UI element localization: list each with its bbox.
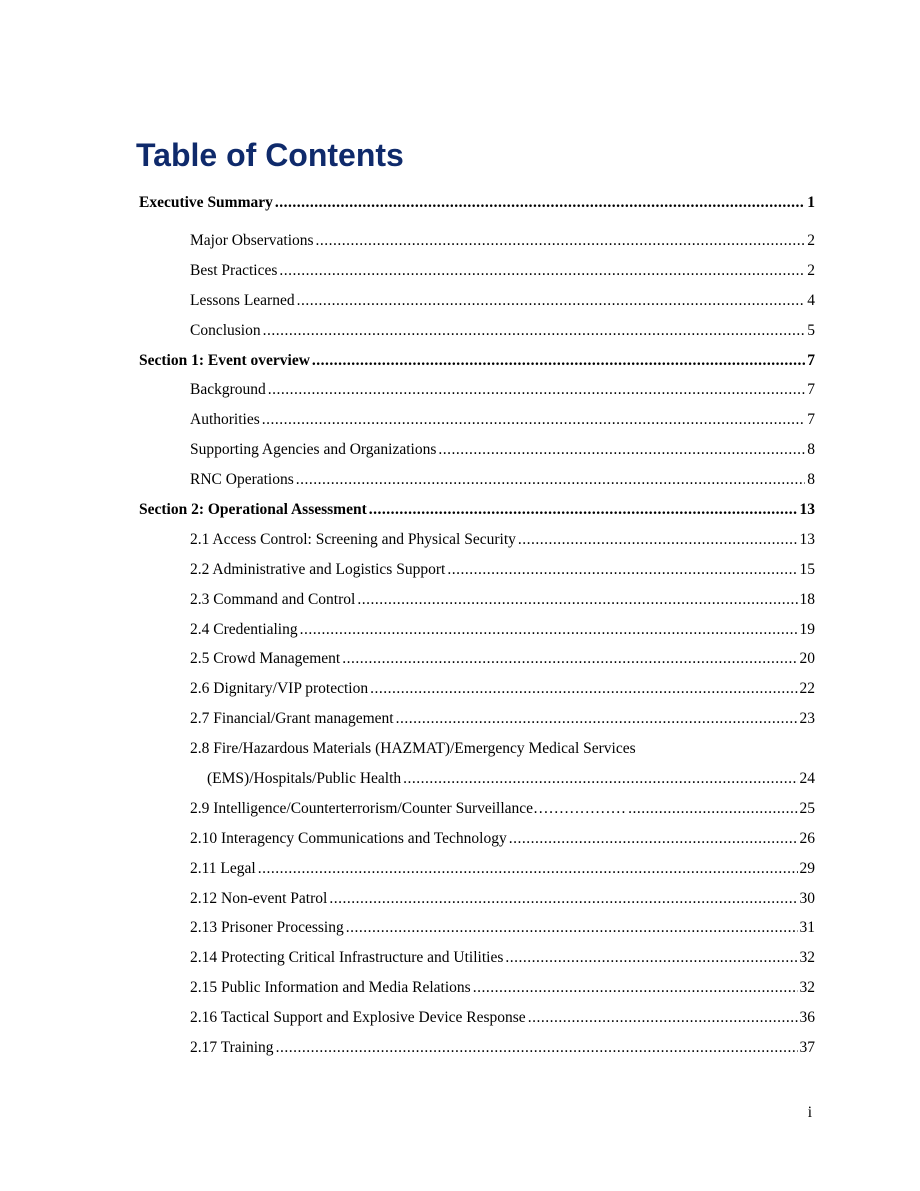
toc-entry-page: 15: [799, 560, 815, 578]
toc-entry-2-15[interactable]: [139, 973, 815, 1003]
toc-entry-label: Conclusion: [190, 321, 261, 339]
dot-leader: [316, 226, 806, 256]
dot-leader: [473, 973, 798, 1003]
table-of-contents: [139, 188, 815, 1063]
dot-leader: [638, 734, 813, 764]
toc-entry-label: 2.6 Dignitary/VIP protection: [190, 680, 369, 698]
dot-leader: [262, 405, 806, 435]
toc-entry-label: 2.11 Legal: [190, 859, 256, 877]
dot-leader: [342, 644, 797, 674]
toc-entry-conclusion[interactable]: [139, 316, 815, 346]
toc-entry-label: 2.2 Administrative and Logistics Support: [190, 560, 446, 578]
dot-leader: [312, 346, 805, 376]
toc-entry-page: 13: [799, 501, 815, 519]
toc-entry-label: 2.17 Training: [190, 1039, 274, 1057]
toc-entry-label: 2.12 Non-event Patrol: [190, 889, 328, 907]
dot-leader: [268, 375, 805, 405]
toc-entry-page: 2: [807, 232, 815, 249]
toc-entry-label: 2.15 Public Information and Media Relations: [190, 979, 471, 997]
page-title: Table of Contents: [136, 137, 404, 173]
toc-entry-label: (EMS)/Hospitals/Public Health: [207, 770, 402, 788]
toc-entry-page: 20: [799, 650, 815, 668]
toc-entry-page: 1: [807, 194, 815, 211]
toc-entry-page: 13: [799, 530, 815, 548]
dot-leader: [505, 943, 797, 973]
dot-leader: [447, 555, 797, 585]
dot-leader: [276, 1033, 798, 1063]
toc-entry-2-2[interactable]: [139, 555, 815, 585]
toc-entry-background[interactable]: [139, 375, 815, 405]
dot-leader: [369, 495, 798, 525]
page-number: i: [807, 1104, 812, 1121]
toc-entry-2-1[interactable]: [139, 525, 815, 555]
toc-entry-label: 2.3 Command and Control: [190, 590, 356, 608]
dot-leader: [346, 913, 798, 943]
dot-leader: [518, 525, 798, 555]
toc-entry-label: Background: [190, 381, 266, 399]
toc-entry-label: 2.13 Prisoner Processing: [190, 919, 344, 937]
toc-entry-2-7[interactable]: [139, 704, 815, 734]
toc-entry-2-9[interactable]: [139, 794, 815, 824]
toc-entry-label: Executive Summary: [139, 194, 273, 211]
toc-entry-2-8-continued[interactable]: [139, 764, 815, 794]
toc-entry-label: Major Observations: [190, 232, 314, 249]
toc-entry-label: 2.1 Access Control: Screening and Physical Security: [190, 530, 516, 548]
dot-leader: [279, 256, 805, 286]
toc-entry-label: Section 2: Operational Assessment: [139, 501, 367, 519]
toc-entry-section-2[interactable]: [139, 495, 815, 525]
toc-entry-supporting-agencies[interactable]: [139, 435, 815, 465]
toc-entry-page: 29: [799, 859, 815, 877]
toc-entry-page: 7: [807, 381, 815, 399]
toc-entry-2-6[interactable]: [139, 674, 815, 704]
toc-entry-page: 30: [799, 889, 815, 907]
toc-entry-2-16[interactable]: [139, 1003, 815, 1033]
toc-entry-2-17[interactable]: [139, 1033, 815, 1063]
toc-entry-2-14[interactable]: [139, 943, 815, 973]
toc-entry-page: 2: [807, 261, 815, 279]
toc-entry-section-1[interactable]: [139, 346, 815, 376]
dot-leader: [329, 884, 797, 914]
toc-entry-2-3[interactable]: [139, 585, 815, 615]
toc-entry-2-8[interactable]: [139, 734, 815, 764]
toc-entry-label: Supporting Agencies and Organizations: [190, 441, 437, 459]
toc-entry-label: 2.4 Credentialing: [190, 620, 298, 638]
dot-leader: [509, 824, 798, 854]
toc-entry-page: 8: [807, 471, 815, 489]
dot-leader: [258, 854, 798, 884]
toc-entry-page: 18: [799, 590, 815, 608]
toc-entry-executive-summary[interactable]: [139, 188, 815, 218]
toc-entry-best-practices[interactable]: [139, 256, 815, 286]
toc-entry-rnc-operations[interactable]: [139, 465, 815, 495]
toc-entry-2-11[interactable]: [139, 854, 815, 884]
dot-leader: [275, 188, 805, 218]
toc-entry-page: 24: [799, 770, 815, 788]
dot-leader: [628, 794, 797, 824]
toc-entry-page: 8: [807, 441, 815, 459]
dot-leader: [396, 704, 798, 734]
toc-entry-page: 7: [807, 351, 815, 369]
toc-entry-page: 26: [799, 829, 815, 847]
toc-entry-label: 2.5 Crowd Management: [190, 650, 341, 668]
toc-entry-authorities[interactable]: [139, 405, 815, 435]
toc-entry-page: 5: [807, 321, 815, 339]
toc-entry-label: 2.16 Tactical Support and Explosive Device Response: [190, 1009, 526, 1027]
toc-entry-page: 22: [799, 680, 815, 698]
dot-leader: [297, 286, 806, 316]
toc-entry-2-4[interactable]: [139, 615, 815, 645]
toc-entry-label: Section 1: Event overview: [139, 351, 310, 369]
toc-entry-label: 2.8 Fire/Hazardous Materials (HAZMAT)/Emergency Medical Services: [190, 740, 636, 758]
toc-entry-page: 19: [799, 620, 815, 638]
toc-entry-page: 36: [799, 1009, 815, 1027]
toc-entry-label: 2.14 Protecting Critical Infrastructure and Utilities: [190, 949, 504, 967]
toc-entry-label: 2.7 Financial/Grant management: [190, 710, 394, 728]
dot-leader: [357, 585, 797, 615]
toc-entry-page: 37: [799, 1039, 815, 1057]
toc-entry-2-5[interactable]: [139, 644, 815, 674]
toc-entry-label: Best Practices: [190, 261, 278, 279]
toc-entry-2-12[interactable]: [139, 884, 815, 914]
dot-leader: [370, 674, 797, 704]
toc-entry-page: 4: [807, 291, 815, 309]
dot-leader: [263, 316, 806, 346]
toc-entry-2-10[interactable]: [139, 824, 815, 854]
toc-entry-lessons-learned[interactable]: [139, 286, 815, 316]
dot-leader: [528, 1003, 798, 1033]
toc-entry-page: 23: [799, 710, 815, 728]
dot-leader: [403, 764, 797, 794]
dot-leader: [300, 615, 798, 645]
toc-entry-label: Lessons Learned: [190, 291, 295, 309]
toc-entry-label: RNC Operations: [190, 471, 294, 489]
dot-leader: [296, 465, 805, 495]
toc-entry-page: 7: [807, 411, 815, 429]
toc-entry-page: 31: [799, 919, 815, 937]
toc-entry-page: 32: [799, 949, 815, 967]
dot-leader: [438, 435, 805, 465]
toc-entry-major-observations[interactable]: [139, 226, 815, 256]
toc-entry-page: 25: [799, 799, 815, 817]
toc-entry-page: 32: [799, 979, 815, 997]
toc-entry-label: Authorities: [190, 411, 260, 429]
toc-entry-2-13[interactable]: [139, 913, 815, 943]
toc-entry-label: 2.9 Intelligence/Counterterrorism/Counter Surveillance………………: [190, 799, 627, 817]
toc-entry-label: 2.10 Interagency Communications and Technology: [190, 829, 507, 847]
